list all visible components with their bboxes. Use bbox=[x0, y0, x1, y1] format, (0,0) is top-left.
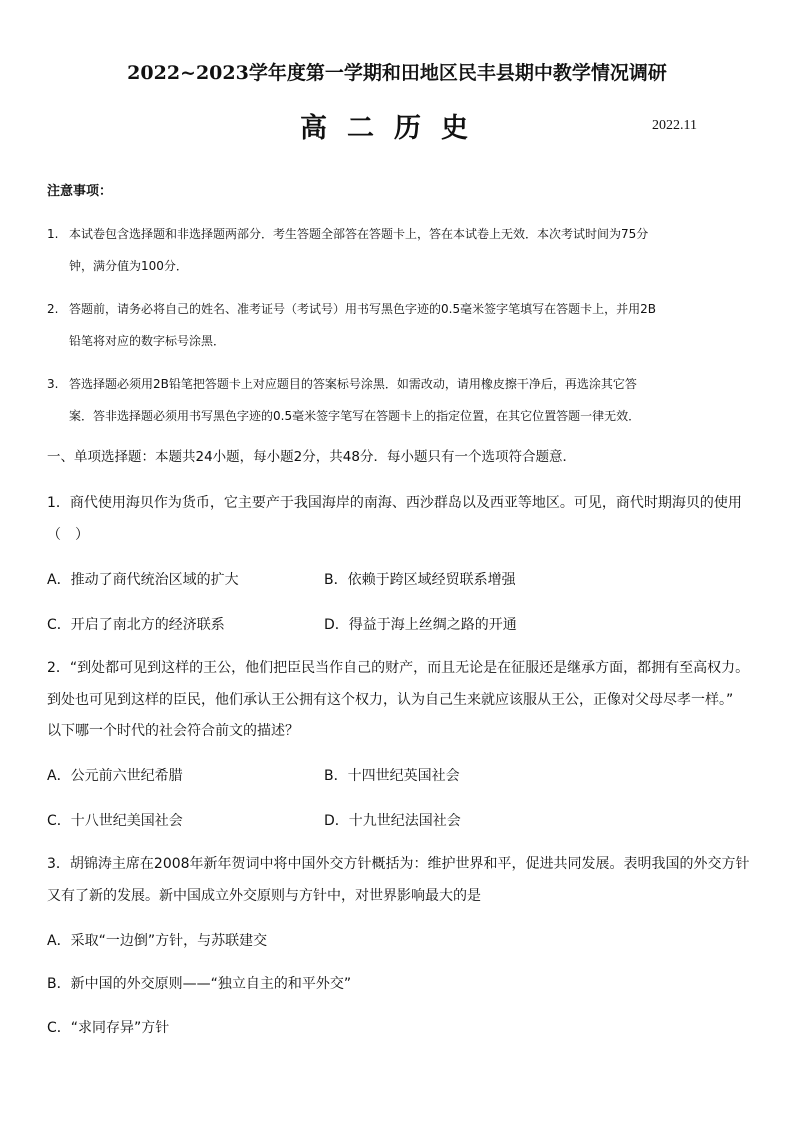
notice-item-line: 铅笔将对应的数字标号涂黑． bbox=[69, 334, 226, 348]
question-stem-line: 2．“到处都可见到这样的王公，他们把臣民当作自己的财产，而且无论是在征服还是继承方面，都拥有至高权力。 bbox=[47, 660, 750, 676]
subject-title: 高二历史 bbox=[300, 113, 488, 144]
option-b: B．十四世纪英国社会 bbox=[324, 768, 460, 784]
notice-heading: 注意事项： bbox=[47, 184, 113, 199]
option-d: D．得益于海上丝绸之路的开通 bbox=[324, 617, 517, 633]
notice-item-line: 答题前，请务必将自己的姓名、准考证号（考试号）用书写黑色字迹的0.5毫米签字笔填写在答题卡上，并用2B bbox=[69, 302, 656, 316]
exam-title: 2022~2023学年度第一学期和田地区民丰县期中教学情况调研 bbox=[127, 62, 667, 84]
notice-item-number: 3. bbox=[47, 377, 59, 391]
option-b: B．新中国的外交原则——“独立自主的和平外交” bbox=[47, 976, 352, 992]
option-c: C．开启了南北方的经济联系 bbox=[47, 617, 225, 633]
option-a: A．公元前六世纪希腊 bbox=[47, 768, 183, 784]
notice-item-line: 钟，满分值为100分． bbox=[69, 259, 188, 273]
question-stem-line: 以下哪一个时代的社会符合前文的描述？ bbox=[47, 723, 299, 739]
notice-item-number: 2. bbox=[47, 302, 59, 316]
exam-date: 2022.11 bbox=[652, 118, 697, 133]
notice-item-line: 本试卷包含选择题和非选择题两部分．考生答题全部答在答题卡上，答在本试卷上无效．本次考试时间为75分 bbox=[69, 227, 649, 241]
option-c: C．十八世纪美国社会 bbox=[47, 813, 183, 829]
answer-blank: （ ） bbox=[47, 527, 89, 543]
question-stem-line: 1．商代使用海贝作为货币，它主要产于我国海岸的南海、西沙群岛以及西亚等地区。可见，商代时期海贝的使用 bbox=[47, 495, 742, 511]
notice-item bbox=[47, 368, 747, 432]
option-c: C．“求同存异”方针 bbox=[47, 1020, 170, 1036]
notice-item bbox=[47, 218, 747, 282]
section-heading: 一、单项选择题：本题共24小题，每小题2分，共48分．每小题只有一个选项符合题意． bbox=[47, 449, 576, 465]
notice-item-line: 答选择题必须用2B铅笔把答题卡上对应题目的答案标号涂黑．如需改动，请用橡皮擦干净后，再选涂其它答 bbox=[69, 377, 637, 391]
option-d: D．十九世纪法国社会 bbox=[324, 813, 461, 829]
option-b: B．依赖于跨区域经贸联系增强 bbox=[324, 572, 516, 588]
question-stem-line: 又有了新的发展。新中国成立外交原则与方针中，对世界影响最大的是 bbox=[47, 888, 481, 904]
option-a: A．采取“一边倒”方针，与苏联建交 bbox=[47, 933, 268, 949]
notice-item-number: 1. bbox=[47, 227, 59, 241]
notice-item bbox=[47, 293, 747, 357]
question-stem-line: 3．胡锦涛主席在2008年新年贺词中将中国外交方针概括为：维护世界和平，促进共同发展。表明我国的外交方针 bbox=[47, 856, 750, 872]
question-stem-line: 到处也可见到这样的臣民，他们承认王公拥有这个权力，认为自己生来就应该服从王公，正像对父母尽孝一样。” bbox=[47, 692, 734, 708]
option-a: A．推动了商代统治区域的扩大 bbox=[47, 572, 239, 588]
notice-item-line: 案．答非选择题必须用书写黑色字迹的0.5毫米签字笔写在答题卡上的指定位置，在其它位置答题一律无效． bbox=[69, 409, 641, 423]
